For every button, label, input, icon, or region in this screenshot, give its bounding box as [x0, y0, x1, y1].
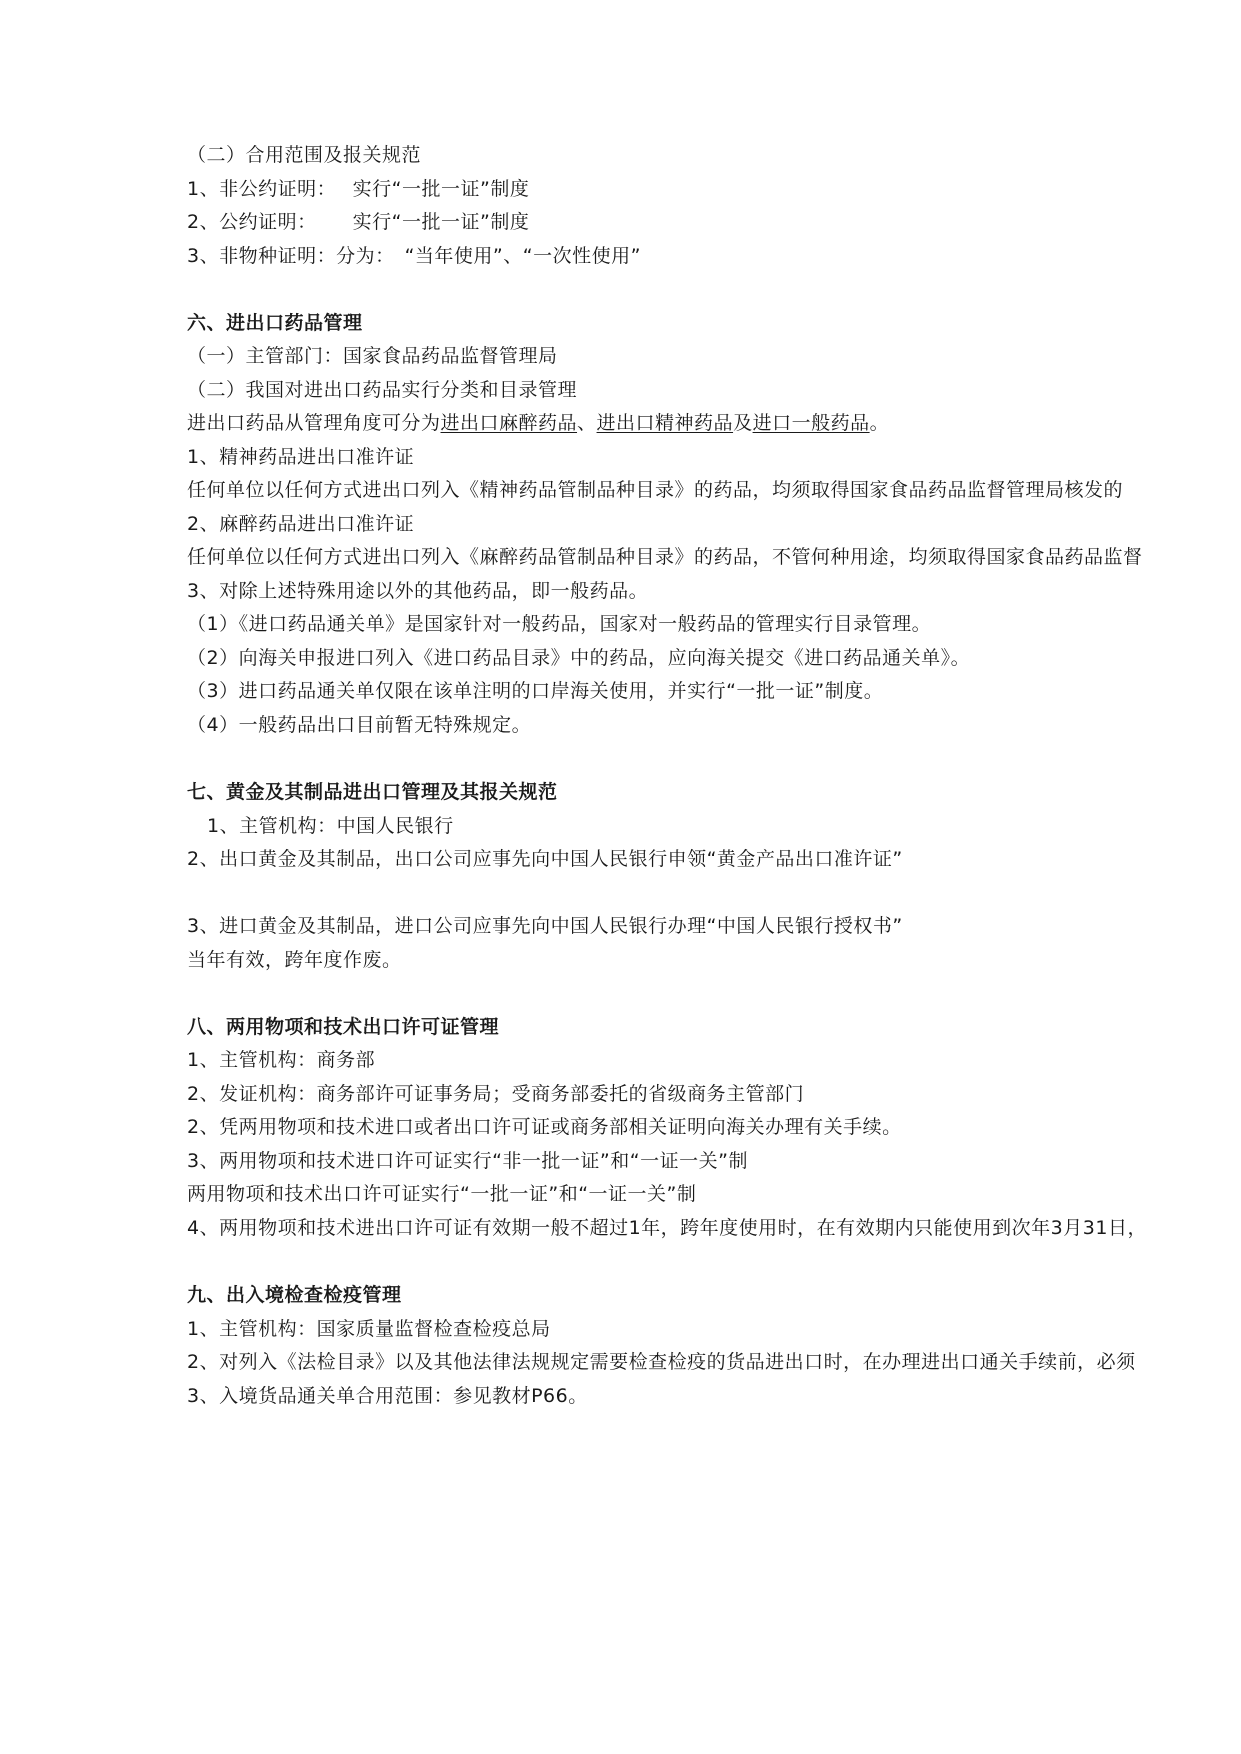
paragraph: （1）《进口药品通关单》是国家针对一般药品，国家对一般药品的管理实行目录管理。 — [187, 613, 932, 635]
paragraph: 1、主管机构：中国人民银行 — [207, 815, 454, 837]
paragraph: 2、发证机构：商务部许可证事务局；受商务部委托的省级商务主管部门 — [187, 1083, 805, 1105]
section-heading: 七、黄金及其制品进出口管理及其报关规范 — [187, 781, 558, 803]
paragraph: 1、精神药品进出口准许证 — [187, 446, 415, 468]
paragraph: 2、麻醉药品进出口准许证 — [187, 513, 415, 535]
underlined-term: 进口一般药品 — [752, 412, 870, 434]
text-span: 。 — [869, 412, 890, 434]
paragraph: （4）一般药品出口目前暂无特殊规定。 — [187, 714, 532, 736]
text-span: 进出口药品从管理角度可分为 — [187, 412, 441, 434]
paragraph: 2、出口黄金及其制品，出口公司应事先向中国人民银行申领“黄金产品出口准许证” — [187, 848, 903, 870]
section-heading: 六、进出口药品管理 — [187, 312, 363, 334]
paragraph: （2）向海关申报进口列入《进口药品目录》中的药品，应向海关提交《进口药品通关单》。 — [187, 647, 971, 669]
paragraph: 1、主管机构：商务部 — [187, 1049, 376, 1071]
paragraph: 任何单位以任何方式进出口列入《麻醉药品管制品种目录》的药品，不管何种用途，均须取得国家食品药品监督 — [187, 546, 1143, 568]
paragraph: 3、非物种证明：分为： “当年使用”、“一次性使用” — [187, 245, 641, 267]
underlined-term: 进出口麻醉药品 — [440, 412, 578, 434]
paragraph: 3、进口黄金及其制品，进口公司应事先向中国人民银行办理“中国人民银行授权书” — [187, 915, 903, 937]
paragraph: 任何单位以任何方式进出口列入《精神药品管制品种目录》的药品，均须取得国家食品药品监督管理局核发的 — [187, 479, 1124, 501]
paragraph: （二）我国对进出口药品实行分类和目录管理 — [187, 379, 578, 401]
section-heading: 八、两用物项和技术出口许可证管理 — [187, 1016, 500, 1038]
paragraph: 两用物项和技术出口许可证实行“一批一证”和“一证一关”制 — [187, 1183, 697, 1205]
paragraph: 1、非公约证明： 实行“一批一证”制度 — [187, 178, 530, 200]
paragraph: 2、对列入《法检目录》以及其他法律法规规定需要检查检疫的货品进出口时，在办理进出口通关手续前，必须 — [187, 1351, 1136, 1373]
paragraph: 2、公约证明： 实行“一批一证”制度 — [187, 211, 530, 233]
underlined-term: 进出口精神药品 — [596, 412, 734, 434]
paragraph: 3、对除上述特殊用途以外的其他药品，即一般药品。 — [187, 580, 649, 602]
paragraph: （一）主管部门：国家食品药品监督管理局 — [187, 345, 558, 367]
paragraph: 当年有效，跨年度作废。 — [187, 949, 402, 971]
paragraph: 3、两用物项和技术进口许可证实行“非一批一证”和“一证一关”制 — [187, 1150, 748, 1172]
paragraph: （3）进口药品通关单仅限在该单注明的口岸海关使用，并实行“一批一证”制度。 — [187, 680, 884, 702]
section-heading: 九、出入境检查检疫管理 — [187, 1284, 402, 1306]
paragraph: 3、入境货品通关单合用范围：参见教材P66。 — [187, 1385, 588, 1407]
paragraph: 4、两用物项和技术进出口许可证有效期一般不超过1年，跨年度使用时，在有效期内只能使用到次年3月31日， — [187, 1217, 1147, 1239]
text-span: 、 — [577, 412, 597, 434]
text-span: 及 — [733, 412, 753, 434]
paragraph: （二）合用范围及报关规范 — [187, 144, 422, 166]
paragraph: 2、凭两用物项和技术进口或者出口许可证或商务部相关证明向海关办理有关手续。 — [187, 1116, 902, 1138]
paragraph — [187, 411, 889, 435]
paragraph: 1、主管机构：国家质量监督检查检疫总局 — [187, 1318, 551, 1340]
